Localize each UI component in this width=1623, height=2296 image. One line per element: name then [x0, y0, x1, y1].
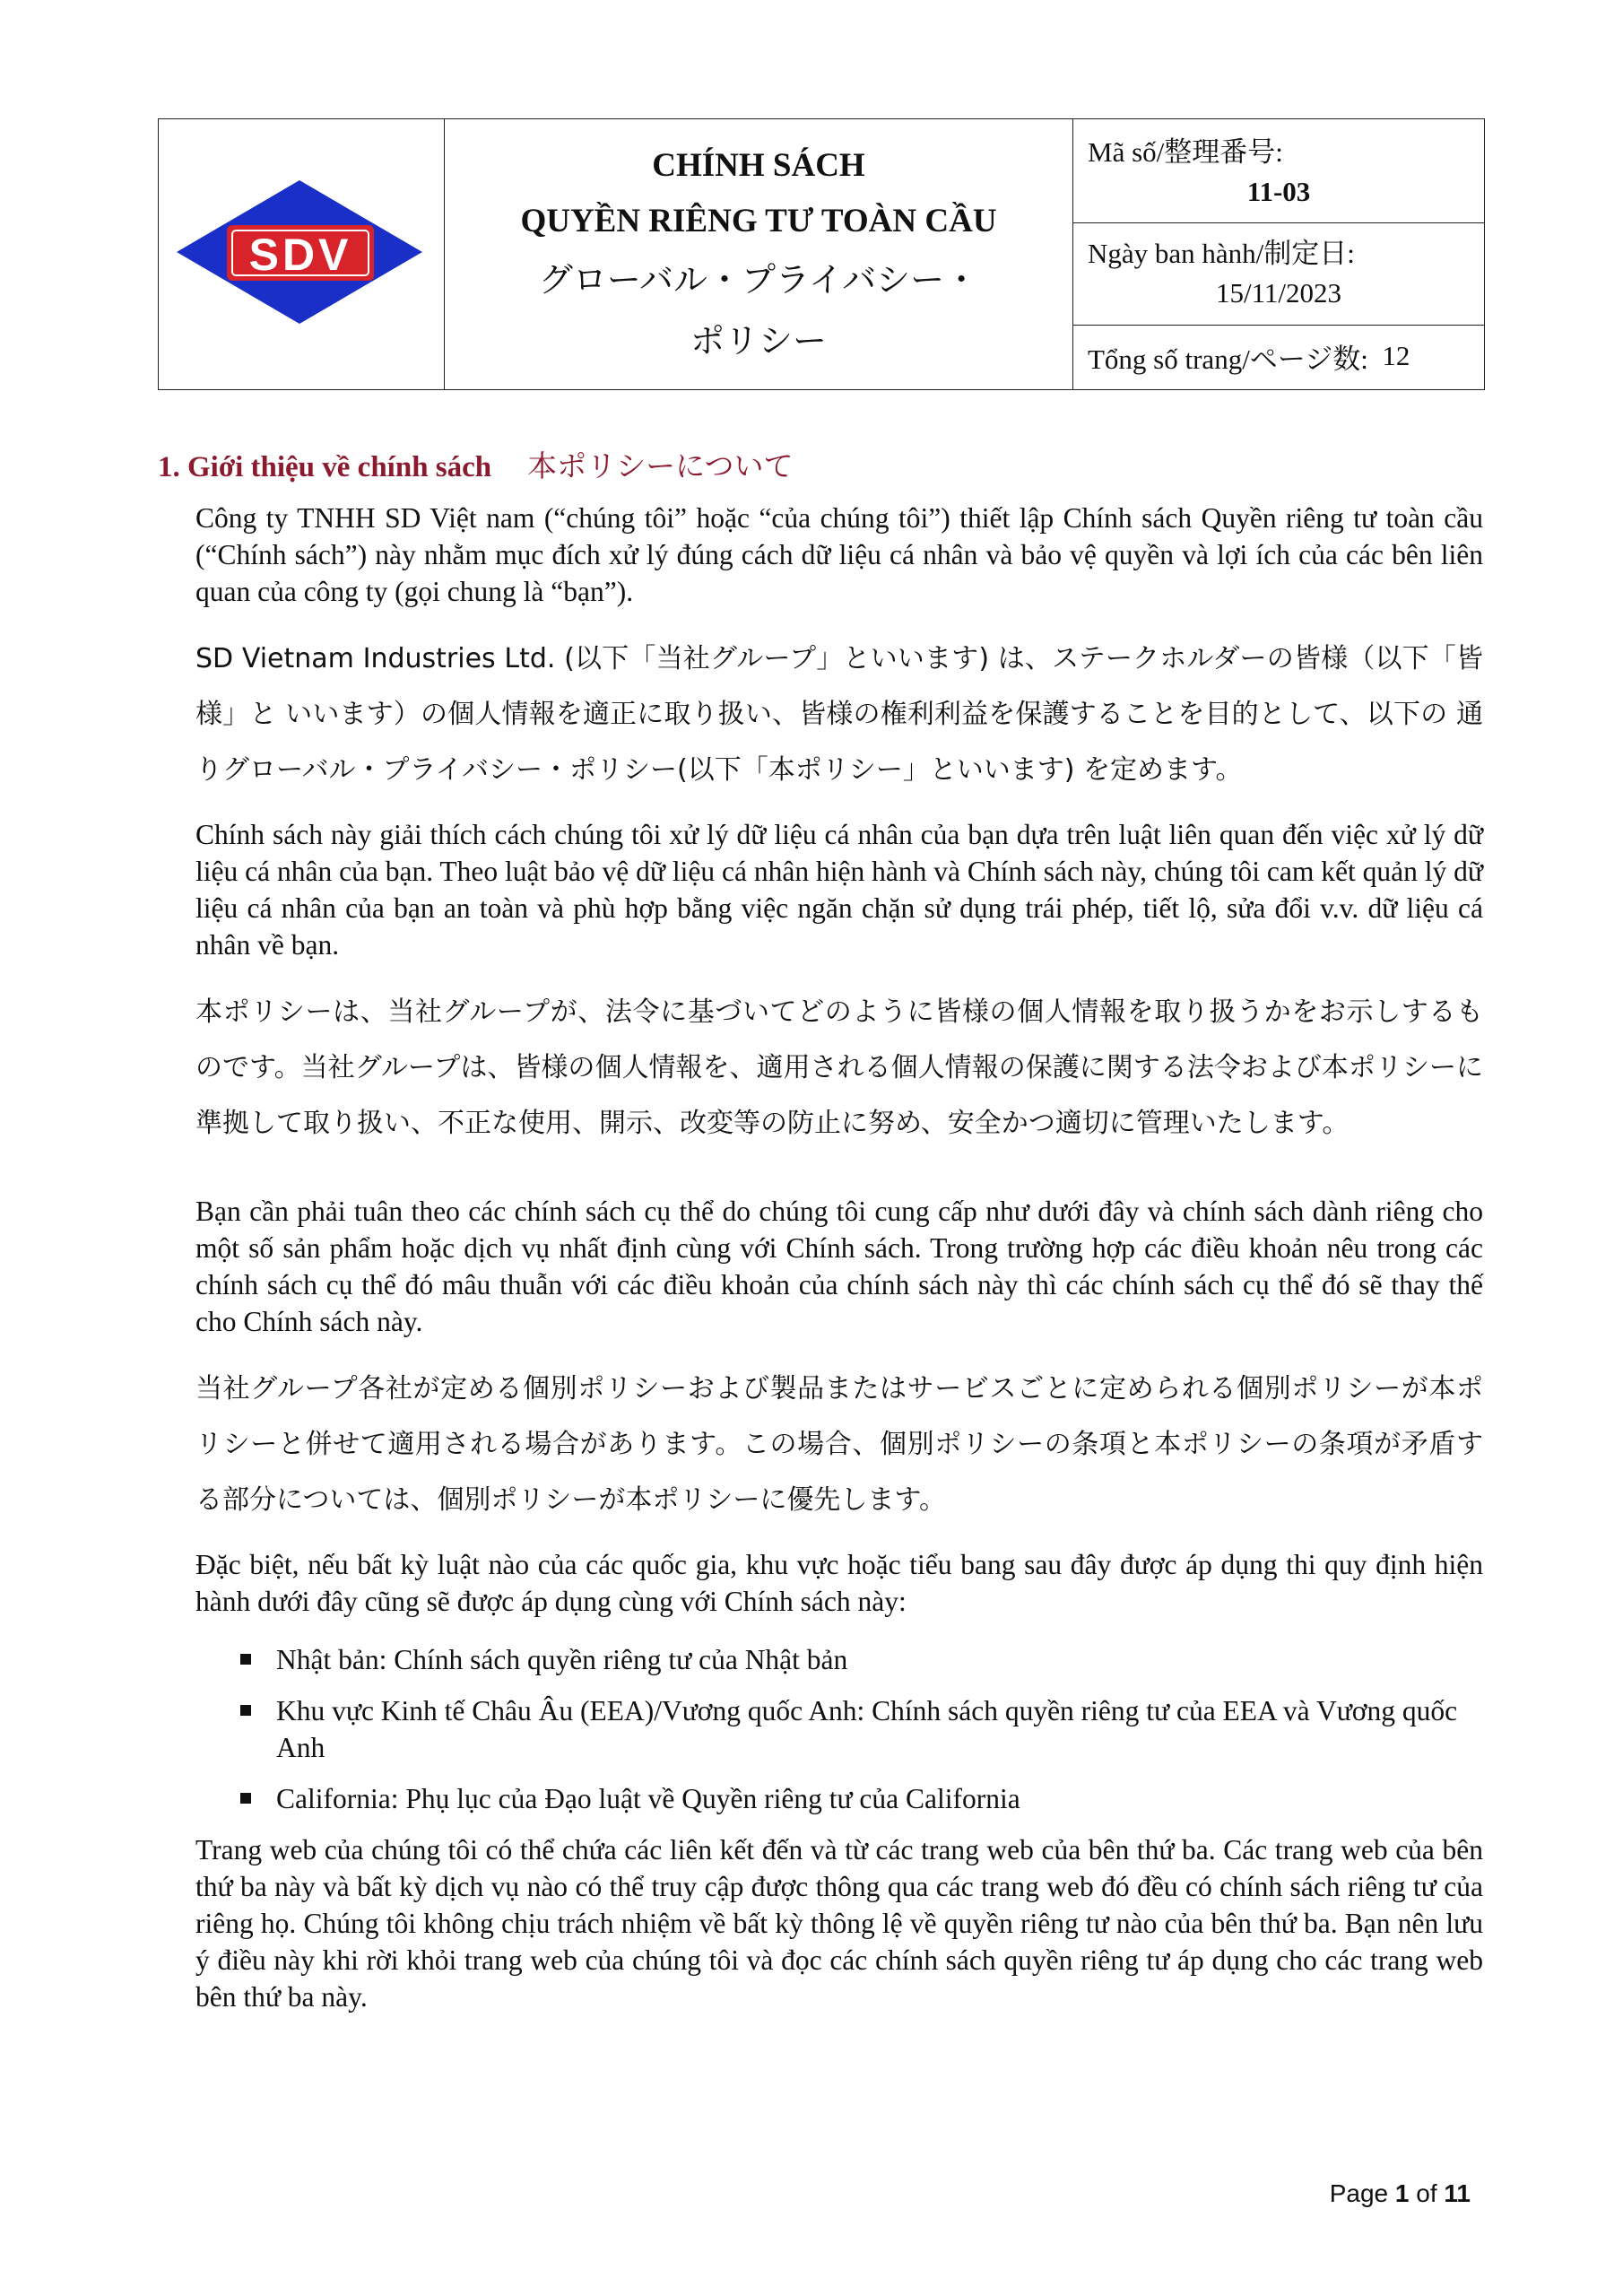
- document-body: [158, 439, 1483, 2037]
- square-bullet-icon: [240, 1654, 251, 1665]
- paragraph-4-vn: Đặc biệt, nếu bất kỳ luật nào của các quốc gia, khu vực hoặc tiểu bang sau đây được áp dụng thi quy định hiện hành dưới đây cũng sẽ được áp dụng cùng với Chính sách này:: [195, 1549, 1483, 1617]
- list-item: Nhật bản: Chính sách quyền riêng tư của Nhật bản: [240, 1641, 1483, 1678]
- heading-vn: 1. Giới thiệu về chính sách: [158, 451, 492, 483]
- page-total: 11: [1444, 2179, 1471, 2207]
- pages-label: Tổng số trang/ページ数:: [1088, 343, 1368, 375]
- sdv-logo: [159, 119, 444, 385]
- pages-value: 12: [1382, 340, 1410, 371]
- square-bullet-icon: [240, 1705, 251, 1716]
- list-item: Khu vực Kinh tế Châu Âu (EEA)/Vương quốc Anh: Chính sách quyền riêng tư của EEA và Vương quốc Anh: [240, 1692, 1483, 1766]
- total-pages: [1073, 326, 1484, 387]
- page-footer: [1330, 2179, 1471, 2208]
- page-current: 1: [1394, 2179, 1410, 2207]
- square-bullet-icon: [240, 1793, 251, 1804]
- heading-jp: 本ポリシーについて: [527, 448, 794, 483]
- paragraph-3-vn: Bạn cần phải tuân theo các chính sách cụ thể do chúng tôi cung cấp như dưới đây và chính sách dành riêng cho một số sản phẩm hoặc dịch vụ nhất định cùng với Chính sách. Trong trường hợp các điều khoản nêu trong các chính sách cụ thể đó mâu thuẫn với các điều khoản của chính sách này thì các chính sách cụ thể đó sẽ thay thế cho Chính sách này.: [195, 1196, 1483, 1337]
- bullet-list: [158, 1641, 1483, 1817]
- issue-date: [1073, 223, 1484, 326]
- of-word: of: [1416, 2179, 1437, 2207]
- logo-text: SDV: [248, 230, 352, 280]
- paragraph-2-jp: 本ポリシーは、当社グループが、法令に基づいてどのように皆様の個人情報を取り扱うかをお示しするものです。当社グループは、皆様の個人情報を、適用される個人情報の保護に関する法令および本ポリシーに準拠して取り扱い、不正な使用、開示、改変等の防止に努め、安全かつ適切に管理いたします。: [195, 996, 1483, 1139]
- code-value: 11-03: [1246, 175, 1311, 207]
- paragraph-2-vn: Chính sách này giải thích cách chúng tôi xử lý dữ liệu cá nhân của bạn dựa trên luật liên quan đến việc xử lý dữ liệu cá nhân của bạn. Theo luật bảo vệ dữ liệu cá nhân hiện hành và Chính sách này, chúng tôi cam kết quản lý dữ liệu cá nhân của bạn an toàn và phù hợp bằng việc ngăn chặn sử dụng trái phép, tiết lộ, sửa đổi v.v. dữ liệu cá nhân về bạn.: [195, 819, 1483, 961]
- document-header: [158, 118, 1485, 390]
- document-code: [1073, 122, 1484, 223]
- title-line-2: QUYỀN RIÊNG TƯ TOÀN CẦU: [520, 202, 997, 239]
- paragraph-3-jp: 当社グループ各社が定める個別ポリシーおよび製品またはサービスごとに定められる個別ポリシーが本ポリシーと併せて適用される場合があります。この場合、個別ポリシーの条項と本ポリシーの条項が矛盾する部分については、個別ポリシーが本ポリシーに優先します。: [195, 1373, 1483, 1516]
- date-label: Ngày ban hành/制定日:: [1088, 237, 1355, 269]
- title-cell: [445, 119, 1073, 390]
- logo-cell: [159, 119, 445, 390]
- paragraph-1-jp: SD Vietnam Industries Ltd. (以下「当社グループ」といいます) は、ステークホルダーの皆様（以下「皆様」と いいます）の個人情報を適正に取り扱い、皆様の権利利益を保護することを目的として、以下の 通りグローバル・プライバシー・ポリシー(以下「本ポリシー」といいます) を定めます。: [195, 643, 1483, 786]
- date-value: 15/11/2023: [1215, 276, 1342, 309]
- list-item: California: Phụ lục của Đạo luật về Quyền riêng tư của California: [240, 1780, 1483, 1817]
- paragraph-5-vn: Trang web của chúng tôi có thể chứa các liên kết đến và từ các trang web của bên thứ ba. Các trang web của bên thứ ba này và bất kỳ dịch vụ nào có thể truy cập được thông qua các trang web đó đều có chính sách riêng tư của riêng họ. Chúng tôi không chịu trách nhiệm về bất kỳ thông lệ về quyền riêng tư nào của bên thứ ba. Bạn nên lưu ý điều này khi rời khỏi trang web của chúng tôi và đọc các chính sách quyền riêng tư áp dụng cho các trang web bên thứ ba này.: [195, 1834, 1483, 2013]
- meta-cell: [1073, 119, 1485, 390]
- paragraph-1-vn: Công ty TNHH SD Việt nam (“chúng tôi” hoặc “của chúng tôi”) thiết lập Chính sách Quyền riêng tư toàn cầu (“Chính sách”) này nhằm mục đích xử lý đúng cách dữ liệu cá nhân và bảo vệ quyền và lợi ích của các bên liên quan của công ty (gọi chung là “bạn”).: [195, 502, 1483, 607]
- code-label: Mã số/整理番号:: [1088, 135, 1283, 168]
- page-word: Page: [1329, 2179, 1389, 2207]
- title-jp-line-2: ポリシー: [690, 320, 827, 361]
- title-line-1: CHÍNH SÁCH: [652, 146, 865, 184]
- title-jp-line-1: グローバル・プライバシー・: [538, 259, 979, 300]
- section-1-heading: [158, 439, 1483, 494]
